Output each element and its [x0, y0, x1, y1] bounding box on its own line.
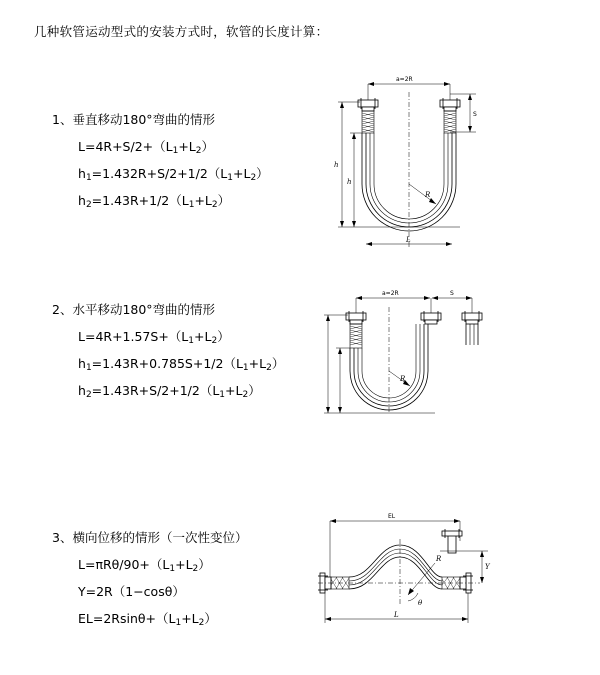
section-3-formula-3: $EL=2Rsin\theta+(L_1+L_2)$ [78, 611, 217, 628]
section-1-formula-1: $L=4R+S/2+(L_1+L_2)$ [78, 139, 215, 156]
svg-text:L: L [394, 611, 399, 619]
section-3-title: 3、横向位移的情形（一次性变位） [52, 530, 248, 545]
section-1-formula-2: $h_1=1.432R+S/2+1/2(L_1+L_2)$ [78, 166, 269, 183]
section-2-formula-3: $h_2=1.43R+S/2+1/2(L_1+L_2)$ [78, 383, 261, 400]
svg-text:R: R [436, 555, 442, 563]
svg-text:EL: EL [388, 513, 396, 520]
svg-text:R: R [425, 191, 431, 199]
svg-text:L: L [406, 236, 411, 244]
section-horizontal-180 [52, 300, 284, 408]
page-title: 几种软管运动型式的安装方式时，软管的长度计算： [34, 24, 329, 39]
section-2-formula-2: $h_1=1.43R+0.785S+1/2(L_1+L_2)$ [78, 356, 285, 373]
section-1-formula-3: $h_2=1.43R+1/2(L_1+L_2)$ [78, 193, 231, 210]
horizontal-180-bend-diagram [310, 285, 500, 445]
svg-text:h: h [347, 178, 352, 186]
svg-text:S: S [473, 111, 477, 118]
svg-text:θ: θ [418, 599, 423, 607]
section-2-title: 2、水平移动180°弯曲的情形 [52, 302, 216, 317]
svg-text:S: S [450, 290, 454, 297]
section-3-formula-1: $L=\pi R\theta/90+(L_1+L_2)$ [78, 557, 211, 574]
svg-text:R: R [400, 375, 406, 383]
svg-text:a=2R: a=2R [396, 76, 413, 83]
svg-text:a=2R: a=2R [382, 290, 399, 297]
lateral-offset-diagram [290, 505, 500, 635]
section-lateral-offset [52, 528, 247, 636]
section-2-formula-1: $L=4R+1.57S+(L_1+L_2)$ [78, 329, 230, 346]
section-vertical-180 [52, 110, 269, 218]
vertical-180-bend-diagram [310, 72, 500, 272]
section-1-title: 1、垂直移动180°弯曲的情形 [52, 112, 216, 127]
section-3-formula-2: Y=2R（1−cosθ） [78, 584, 185, 599]
svg-text:Y: Y [485, 563, 490, 571]
svg-text:h: h [334, 161, 339, 169]
